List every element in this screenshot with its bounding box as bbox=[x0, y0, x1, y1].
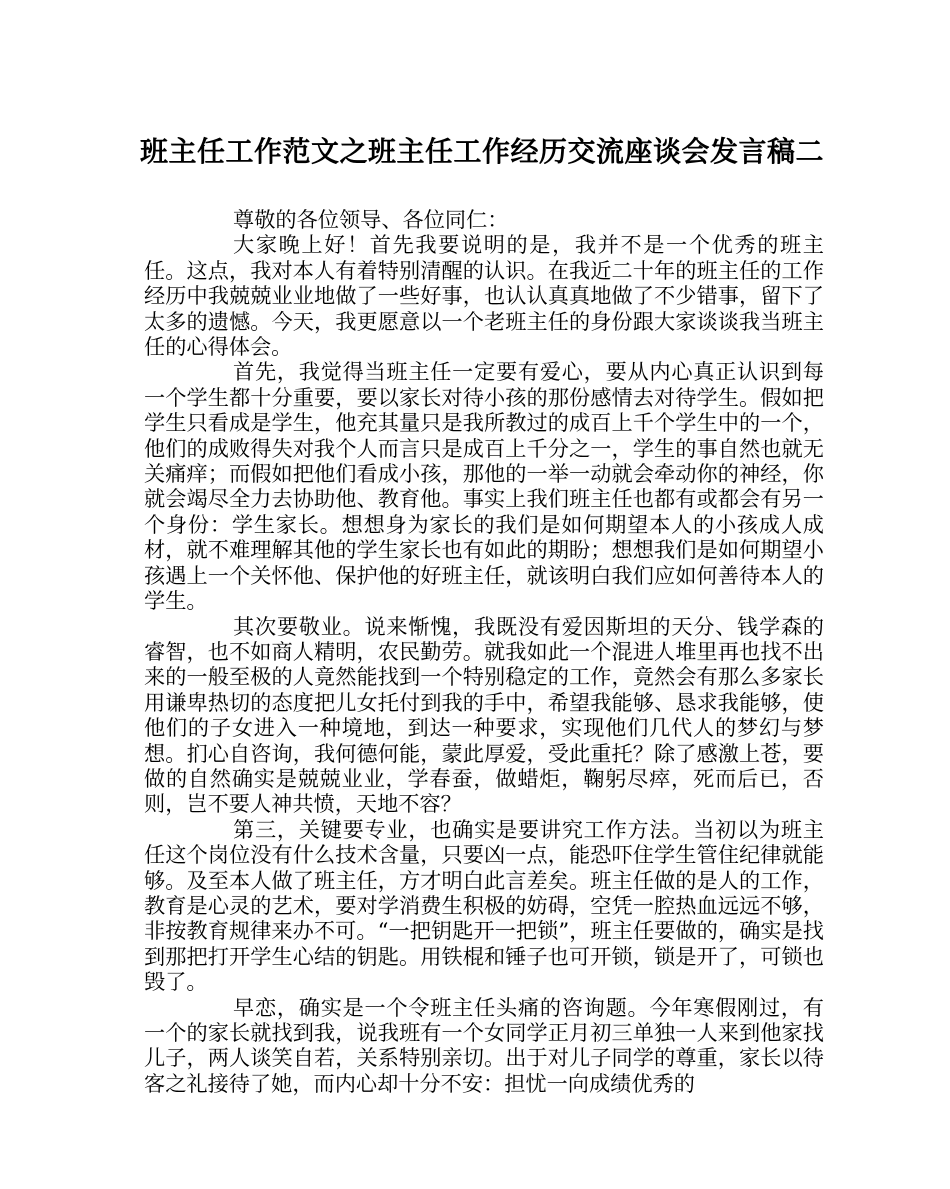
document-body bbox=[144, 207, 824, 1096]
greeting-paragraph: 尊敬的各位领导、各位同仁： bbox=[233, 207, 509, 232]
body-paragraph: 首先，我觉得当班主任一定要有爱心，要从内心真正认识到每一个学生都十分重要，要以家长对待小孩的那份感情去对待学生。假如把学生只看成是学生，他充其量只是我所教过的成百上千个学生中的一个，他们的成败得失对我个人而言只是成百上千分之一，学生的事自然也就无关痛痒；而假如把他们看成小孩，那他的一举一动就会牵动你的神经，你就会竭尽全力去协助他、教育他。事实上我们班主任也都有或都会有另一个身份：学生家长。想想身为家长的我们是如何期望本人的小孩成人成材，就不难理解其他的学生家长也有如此的期盼；想想我们是如何期望小孩遇上一个关怀他、保护他的好班主任，就该明白我们应如何善待本人的学生。 bbox=[144, 359, 824, 614]
body-paragraph: 早恋，确实是一个令班主任头痛的咨询题。今年寒假刚过，有一个的家长就找到我，说我班有一个女同学正月初三单独一人来到他家找儿子，两人谈笑自若，关系特别亲切。出于对儿子同学的尊重，家长以待客之礼接待了她，而内心却十分不安：担忧一向成绩优秀的 bbox=[144, 994, 824, 1096]
document-title: 班主任工作范文之班主任工作经历交流座谈会发言稿二 bbox=[140, 135, 825, 168]
body-paragraph: 大家晚上好！首先我要说明的是，我并不是一个优秀的班主任。这点，我对本人有着特别清醒的认识。在我近二十年的班主任的工作经历中我兢兢业业地做了一些好事，也认认真真地做了不少错事，留下了太多的遗憾。今天，我更愿意以一个老班主任的身份跟大家谈谈我当班主任的心得体会。 bbox=[144, 232, 824, 360]
body-paragraph: 第三，关键要专业，也确实是要讲究工作方法。当初以为班主任这个岗位没有什么技术含量，只要凶一点，能恐吓住学生管住纪律就能够。及至本人做了班主任，方才明白此言差矣。班主任做的是人的工作，教育是心灵的艺术，要对学消费生积极的妨碍，空凭一腔热血远远不够，非按教育规律来办不可。“一把钥匙开一把锁”，班主任要做的，确实是找到那把打开学生心结的钥匙。用铁棍和锤子也可开锁，锁是开了，可锁也毁了。 bbox=[144, 816, 824, 995]
body-paragraph: 其次要敬业。说来惭愧，我既没有爱因斯坦的天分、钱学森的睿智，也不如商人精明，农民勤劳。就我如此一个混进人堆里再也找不出来的一般至极的人竟然能找到一个特别稳定的工作，竟然会有那么多家长用谦卑热切的态度把儿女托付到我的手中，希望我能够、恳求我能够，使他们的子女进入一种境地，到达一种要求，实现他们几代人的梦幻与梦想。扪心自咨询，我何德何能，蒙此厚爱，受此重托？除了感激上苍，要做的自然确实是兢兢业业，学春蚕，做蜡炬，鞠躬尽瘁，死而后已，否则，岂不要人神共愤，天地不容？ bbox=[144, 613, 824, 817]
